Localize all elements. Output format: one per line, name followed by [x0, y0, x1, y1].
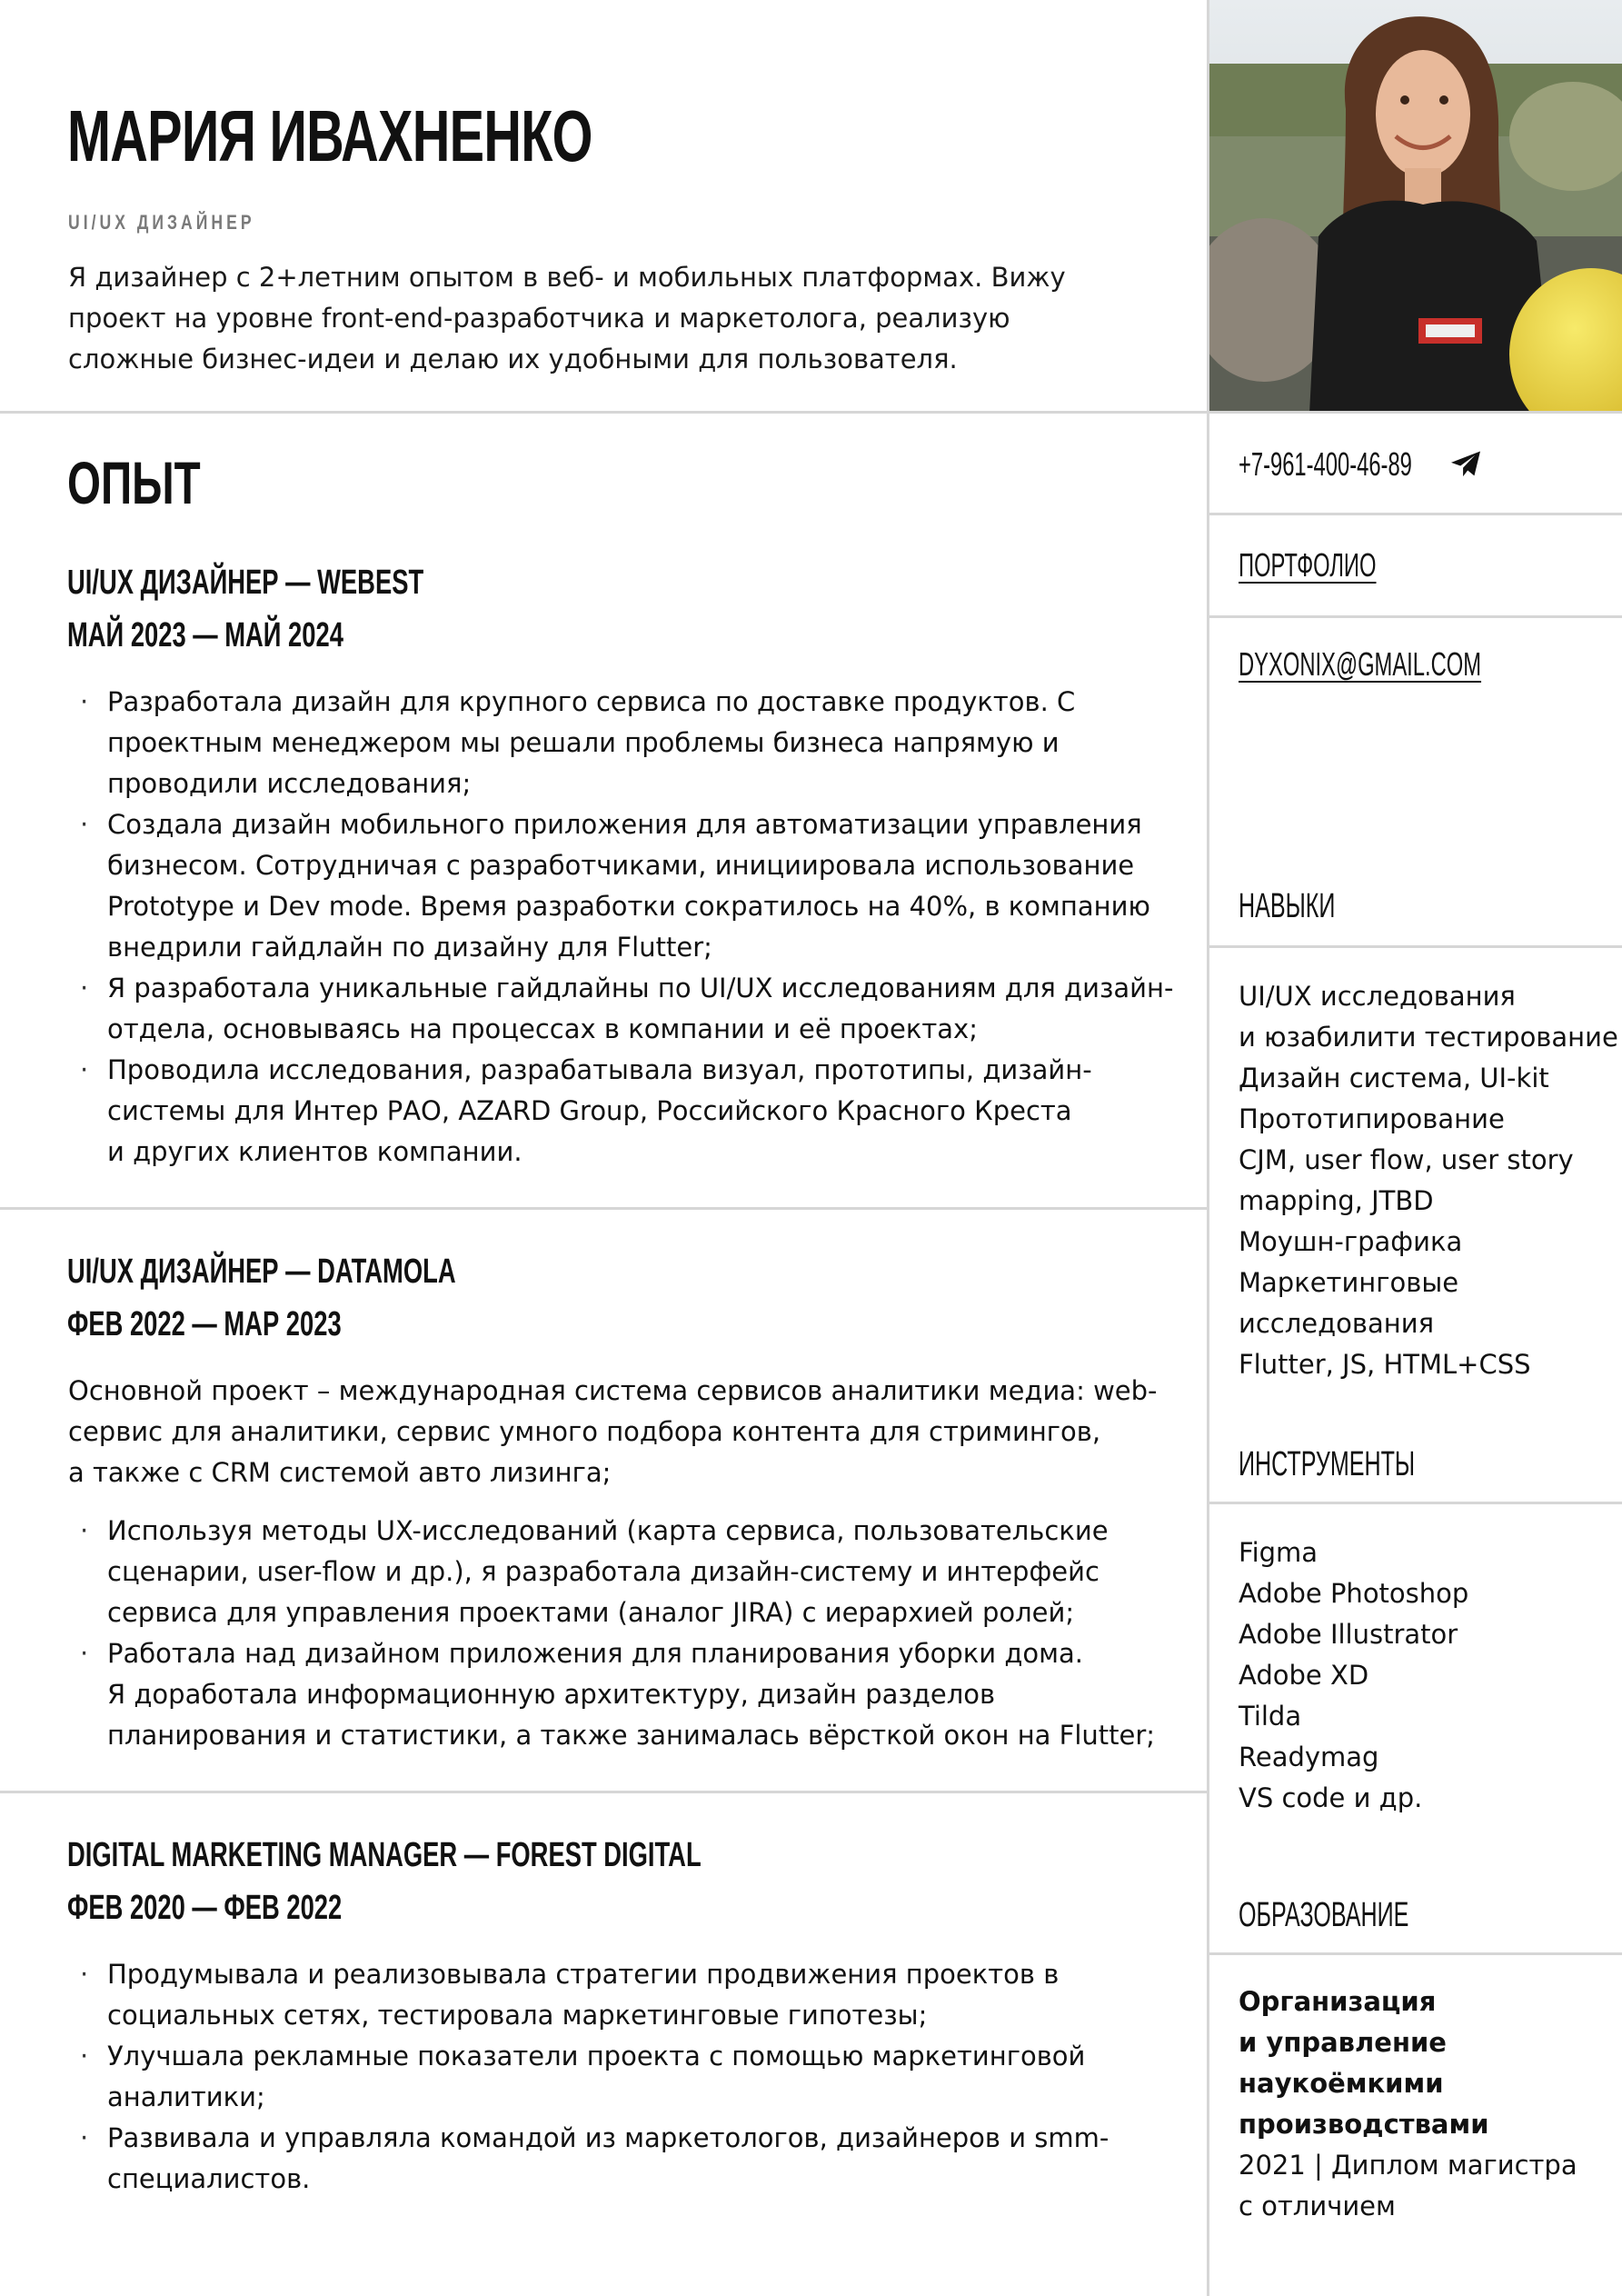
bullet-line: и других клиентов компании.: [107, 1136, 522, 1167]
job-title: UI/UX ДИЗАЙНЕР — WEBEST: [67, 564, 424, 602]
phone-number[interactable]: +7-961-400-46-89: [1239, 445, 1412, 483]
experience-heading: ОПЫТ: [67, 449, 201, 516]
education-list: [1239, 1982, 1620, 2227]
list-item: [80, 1633, 1156, 1756]
skills-heading: НАВЫКИ: [1239, 887, 1336, 925]
bullet-line: · Я разработала уникальные гайдлайны по UI/UX исследованиям для дизайн-: [107, 973, 1174, 1003]
bullet-line: · Продумывала и реализовывала стратегии продвижения проектов в: [107, 1959, 1060, 1990]
bullet-line: аналитики;: [107, 2081, 265, 2112]
portfolio-contact[interactable]: [1209, 518, 1622, 618]
list-item: VS code и др.: [1239, 1782, 1423, 1813]
list-item: [80, 682, 1152, 804]
list-item: Adobe Photoshop: [1239, 1578, 1469, 1609]
list-item: [80, 2036, 1152, 2118]
job-dates: МАЙ 2023 — МАЙ 2024: [67, 616, 343, 654]
list-item: [80, 1050, 1152, 1173]
portfolio-link[interactable]: ПОРТФОЛИО: [1239, 546, 1377, 584]
list-item: [80, 1511, 1152, 1633]
degree-title: производствами: [1239, 2109, 1489, 2140]
email-link[interactable]: DYXONIX@GMAIL.COM: [1239, 645, 1482, 683]
list-item: и юзабилити тестирование: [1239, 1022, 1618, 1053]
list-item: Figma: [1239, 1537, 1318, 1568]
bullet-line: Я доработала информационную архитектуру, дизайн разделов: [107, 1679, 996, 1710]
section-divider: [1209, 945, 1622, 948]
degree-title: Организация: [1239, 1986, 1437, 2017]
job-dates: ФЕВ 2022 — МАР 2023: [67, 1305, 342, 1343]
bullet-line: специалистов.: [107, 2163, 311, 2194]
job-role: UI/UX ДИЗАЙНЕР: [68, 211, 255, 234]
bullet-line: · Работала над дизайном приложения для планирования уборки дома.: [107, 1638, 1083, 1669]
degree-detail: 2021 | Диплом магистра: [1239, 2150, 1577, 2181]
job-description: [68, 1371, 1158, 1493]
list-item: Readymag: [1239, 1742, 1379, 1772]
tools-list: [1239, 1532, 1620, 1819]
job-bullets: [80, 1511, 1156, 1756]
list-item: [80, 804, 1152, 968]
email-contact[interactable]: [1209, 621, 1622, 721]
description-line: Основной проект – международная система сервисов аналитики медиа: web-: [68, 1375, 1158, 1406]
telegram-icon[interactable]: [1449, 450, 1482, 479]
bullet-line: · Разработала дизайн для крупного сервиса по доставке продуктов. С: [107, 686, 1076, 717]
list-item: [80, 2118, 1152, 2200]
bullet-line: проводили исследования;: [107, 768, 472, 799]
bullet-line: · Проводила исследования, разрабатывала визуал, прототипы, дизайн-: [107, 1054, 1092, 1085]
bullet-line: социальных сетях, тестировала маркетинговые гипотезы;: [107, 2000, 928, 2031]
profile-photo: [1209, 0, 1622, 414]
section-divider: [0, 1791, 1207, 1793]
bullet-line: сервиса для управления проектами (аналог JIRA) с иерархией ролей;: [107, 1597, 1075, 1628]
section-divider: [1209, 1952, 1622, 1955]
skills-list: [1239, 976, 1620, 1385]
list-item: mapping, JTBD: [1239, 1185, 1434, 1216]
degree-title: наукоёмкими: [1239, 2068, 1444, 2099]
bullet-line: · Развивала и управляла командой из маркетологов, дизайнеров и smm-: [107, 2122, 1110, 2153]
education-heading: ОБРАЗОВАНИЕ: [1239, 1896, 1409, 1934]
bullet-line: · Используя методы UX-исследований (карта сервиса, пользовательские: [107, 1515, 1109, 1546]
degree-detail: с отличием: [1239, 2191, 1396, 2221]
bullet-line: системы для Интер РАО, AZARD Group, Российского Красного Креста: [107, 1095, 1072, 1126]
sidebar: [1207, 0, 1622, 2296]
intro-line: Я дизайнер с 2+летним опытом в веб- и мобильных платформах. Вижу: [68, 262, 1066, 293]
bullet-line: бизнесом. Сотрудничая с разработчиками, инициировала использование: [107, 850, 1135, 881]
job-title: UI/UX ДИЗАЙНЕР — DATAMOLA: [67, 1253, 456, 1291]
list-item: исследования: [1239, 1308, 1435, 1339]
list-item: Tilda: [1239, 1701, 1302, 1732]
intro-line: проект на уровне front-end-разработчика и маркетолога, реализую: [68, 303, 1010, 334]
job-title: DIGITAL MARKETING MANAGER — FOREST DIGITAL: [67, 1836, 702, 1874]
list-item: [80, 968, 1174, 1050]
list-item: Adobe XD: [1239, 1660, 1369, 1691]
tools-heading: ИНСТРУМЕНТЫ: [1239, 1445, 1416, 1483]
list-item: CJM, user flow, user story: [1239, 1144, 1574, 1175]
bullet-line: отдела, основываясь на процессах в компании и её проектах;: [107, 1013, 978, 1044]
bullet-line: внедрили гайдлайн по дизайну для Flutter;: [107, 932, 712, 963]
intro-text: [68, 257, 1066, 380]
bullet-line: сценарии, user-flow и др.), я разработала дизайн-систему и интерфейс: [107, 1556, 1100, 1587]
bullet-line: · Улучшала рекламные показатели проекта с помощью маркетинговой: [107, 2041, 1086, 2071]
bullet-line: Prototype и Dev mode. Время разработки сократилось на 40%, в компанию: [107, 891, 1150, 922]
list-item: Моушн-графика: [1239, 1226, 1463, 1257]
intro-line: сложные бизнес-идеи и делаю их удобными для пользователя.: [68, 344, 958, 374]
bullet-line: · Создала дизайн мобильного приложения для автоматизации управления: [107, 809, 1142, 840]
list-item: UI/UX исследования: [1239, 981, 1516, 1012]
job-dates: ФЕВ 2020 — ФЕВ 2022: [67, 1889, 343, 1927]
list-item: [80, 1954, 1152, 2036]
section-divider: [0, 1207, 1207, 1210]
bullet-line: планирования и статистики, а также занималась вёрсткой окон на Flutter;: [107, 1720, 1156, 1751]
description-line: сервис для аналитики, сервис умного подбора контента для стримингов,: [68, 1416, 1101, 1447]
section-divider: [1209, 1502, 1622, 1504]
bullet-line: проектным менеджером мы решали проблемы бизнеса напрямую и: [107, 727, 1060, 758]
description-line: а также с CRM системой авто лизинга;: [68, 1457, 612, 1488]
list-item: Прототипирование: [1239, 1103, 1505, 1134]
person-name: МАРИЯ ИВАХНЕНКО: [67, 95, 592, 176]
list-item: Маркетинговые: [1239, 1267, 1459, 1298]
list-item: Дизайн система, UI-kit: [1239, 1063, 1549, 1093]
phone-contact[interactable]: [1209, 414, 1622, 515]
list-item: Flutter, JS, HTML+CSS: [1239, 1349, 1531, 1380]
resume-header: [0, 0, 1207, 414]
degree-title: и управление: [1239, 2027, 1447, 2058]
job-bullets: [80, 1954, 1152, 2200]
list-item: Adobe Illustrator: [1239, 1619, 1458, 1650]
job-bullets: [80, 682, 1174, 1173]
